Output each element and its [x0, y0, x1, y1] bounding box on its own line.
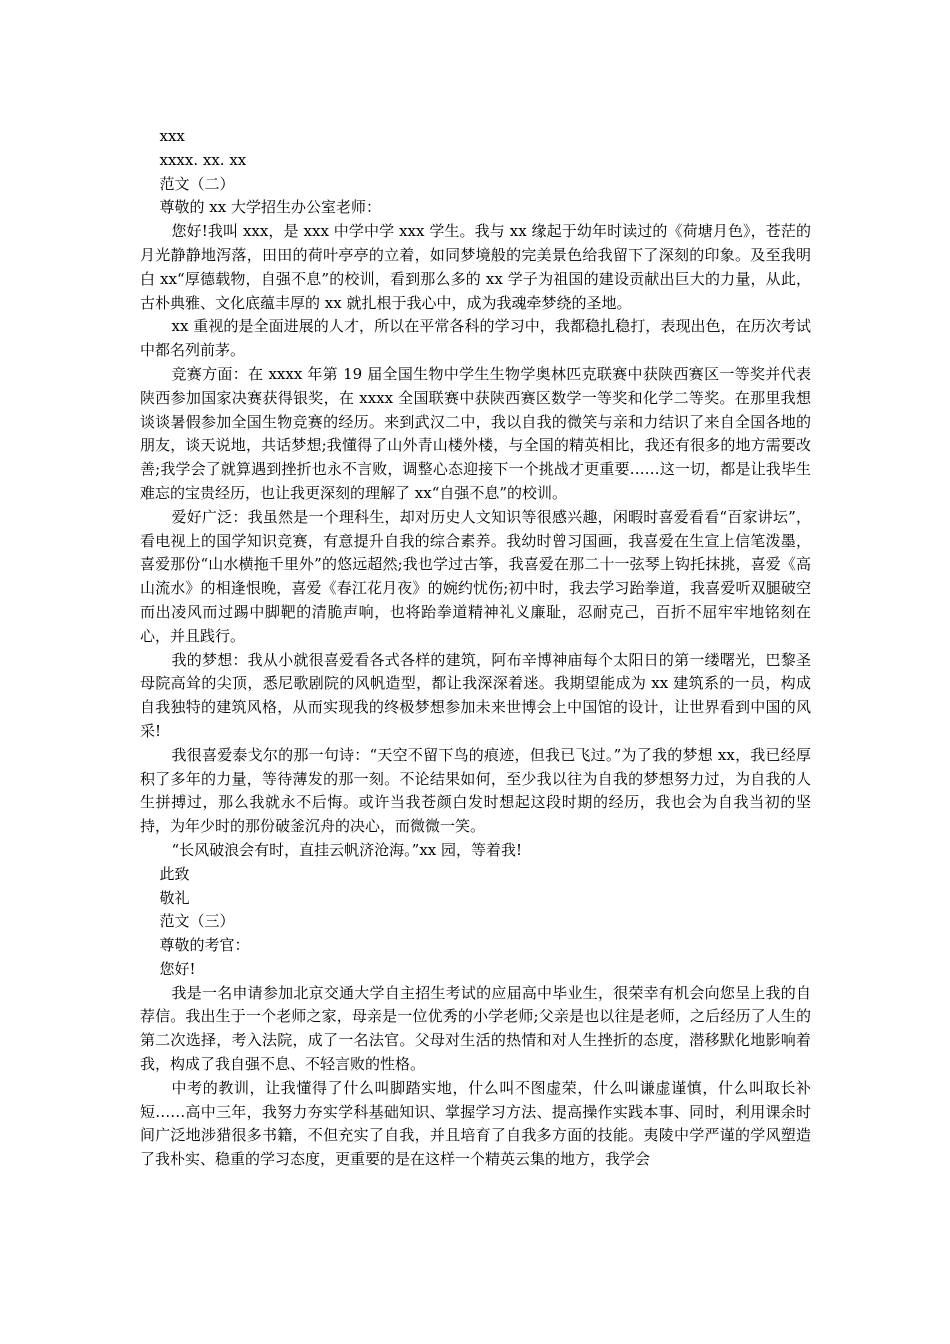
section-heading: 范文（二） [159, 174, 235, 193]
closing-line: 敬礼 [159, 888, 190, 907]
salutation: 尊敬的 xx 大学招生办公室老师： [159, 198, 381, 217]
paragraph: 我是一名申请参加北京交通大学自主招生考试的应届高中毕业生，很荣幸有机会向您呈上我的自荐信。我出生于一个老师之家，母亲是一位优秀的小学老师;父亲是也以往是老师，之后经历了人生的第二次选择，考入法院，成了一名法官。父母对生活的热情和对人生挫折的态度，潜移默化地影响着我，构成了我自强不息、不轻言败的性格。 [140, 983, 811, 1074]
paragraph: 竞赛方面：在 xxxx 年第 19 届全国生物中学生生物学奥林匹克联赛中获陕西赛区一等奖并代表陕西参加国家决赛获得银奖，在 xxxx 全国联赛中获陕西赛区数学一等奖和化学二等奖。在那里我想谈谈暑假参加全国生物竞赛的经历。来到武汉二中，我以自我的微笑与亲和力结识了来自全国各地的朋友，谈天说地，共话梦想;我懂得了山外青山楼外楼，与全国的精英相比，我还有很多的地方需要改善;我学会了就算遇到挫折也永不言败，调整心态迎接下一个挑战才更重要……这一切，都是让我毕生难忘的宝贵经历，也让我更深刻的理解了 xx“自强不息”的校训。 [140, 364, 811, 502]
paragraph: 您好!我叫 xxx，是 xxx 中学中学 xxx 学生。我与 xx 缘起于幼年时读过的《荷塘月色》，苍茫的月光静静地泻落，田田的荷叶亭亭的立着，如同梦境般的完美景色给我留下了深刻的印象。及至我明白 xx“厚德载物，自强不息”的校训，看到那么多的 xx 学子为祖国的建设贡献出巨大的力量，从此，古朴典雅、文化底蕴丰厚的 xx 就扎根于我心中，成为我魂牵梦绕的圣地。 [140, 222, 811, 312]
paragraph: “长风破浪会有时，直挂云帆济沧海。”xx 园，等着我! [171, 840, 523, 859]
paragraph: 我的梦想：我从小就很喜爱看各式各样的建筑，阿布辛博神庙每个太阳日的第一缕曙光，巴黎圣母院高耸的尖顶，悉尼歌剧院的风帆造型，都让我深深着迷。我期望能成为 xx 建筑系的一员，构成自我独特的建筑风格，从而实现我的终极梦想参加未来世博会上中国馆的设计，让世界看到中国的风采! [140, 650, 811, 740]
paragraph: 我很喜爱泰戈尔的那一句诗：“天空不留下鸟的痕迹，但我已飞过。”为了我的梦想 xx，我已经厚积了多年的力量，等待薄发的那一刻。不论结果如何，至少我以往为自我的梦想努力过，为自我的人生拼搏过，那么我就永不后悔。或许当我苍颜白发时想起这段时期的经历，我也会为自我当初的坚持，为年少时的那份破釜沉舟的决心，而微微一笑。 [140, 745, 811, 836]
paragraph: xx 重视的是全面进展的人才，所以在平常各科的学习中，我都稳扎稳打，表现出色，在历次考试中都名列前茅。 [140, 317, 811, 360]
signature-name: xxx [159, 127, 185, 145]
paragraph: 中考的教训，让我懂得了什么叫脚踏实地，什么叫不图虚荣，什么叫谦虚谨慎，什么叫取长补短……高中三年，我努力夯实学科基础知识、掌握学习方法、提高操作实践本事、同时，利用课余时间广泛地涉猎很多书籍，不但充实了自我，并且培育了自我多方面的技能。夷陵中学严谨的学风塑造了我朴实、稳重的学习态度，更重要的是在这样一个精英云集的地方，我学会 [140, 1078, 811, 1169]
paragraph: 爱好广泛：我虽然是一个理科生，却对历史人文知识等很感兴趣，闲暇时喜爱看看“百家讲坛”，看电视上的国学知识竞赛，有意提升自我的综合素养。我幼时曾习国画，我喜爱在生宣上信笔泼墨，喜爱那份“山水横拖千里外”的悠远超然;我也学过古筝，我喜爱在那二十一弦琴上钩托抹挑，喜爱《高山流水》的相逢恨晚，喜爱《春江花月夜》的婉约忧伤;初中时，我去学习跆拳道，我喜爱听双腿破空而出凌风而过踢中脚靶的清脆声响，也将跆拳道精神礼义廉耻，忍耐克己，百折不屈牢牢地铭刻在心，并且践行。 [140, 507, 811, 645]
closing-line: 此致 [159, 864, 190, 883]
salutation: 尊敬的考官： [159, 936, 250, 955]
greeting: 您好! [159, 959, 196, 978]
signature-date: xxxx. xx. xx [159, 150, 247, 169]
document-body [140, 125, 811, 1172]
section-heading: 范文（三） [159, 912, 235, 931]
